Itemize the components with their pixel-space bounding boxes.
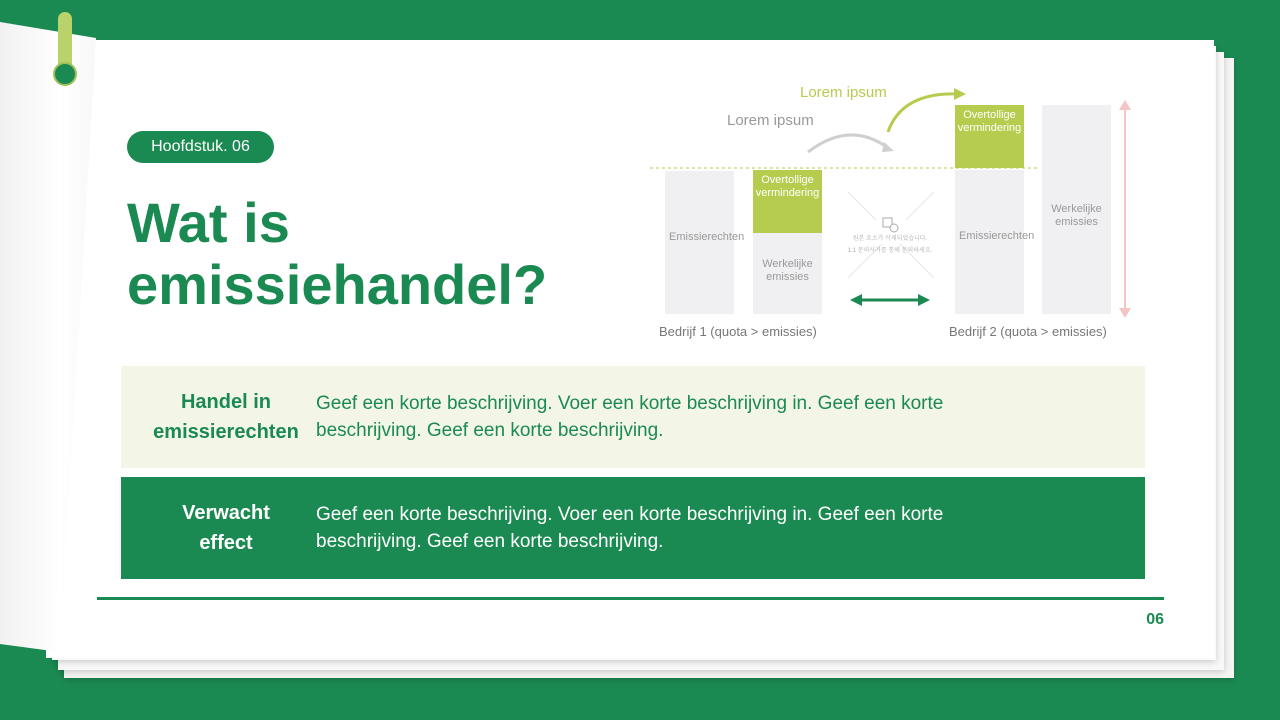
arrow-label-grey: Lorem ipsum [727,112,814,129]
company2-quota-bar: Emissierechten [955,170,1024,314]
placeholder-text-1: 원본 요소가 삭제되었습니다. [852,236,928,242]
double-arrow-left-head [850,294,862,306]
row-emission-trading [121,366,1145,468]
company2-caption: Bedrijf 2 (quota > emissies) [949,324,1107,339]
green-arrow-head [954,88,966,100]
row-description: Geef een korte beschrijving. Voer een korte beschrijving in. Geef een korte beschrijving. Geef een korte beschrijving. [316,504,944,552]
row-expected-effect [121,477,1145,579]
grey-curved-arrow [808,135,888,152]
page-number: 06 [1146,611,1164,628]
company1-actual-bar: Werkelijke emissies [753,233,822,314]
pink-arrow-top [1119,100,1131,110]
grey-arrow-head [882,142,894,152]
company1-reduction-bar: Overtollige vermindering [753,170,822,233]
arrow-label-green: Lorem ipsum [800,84,887,101]
company2-reduction-bar: Overtollige vermindering [955,105,1024,168]
emission-diagram [640,80,1140,350]
pink-arrow-bottom [1119,308,1131,318]
chapter-badge: Hoofdstuk. 06 [127,131,274,163]
footer-divider [97,597,1164,600]
placeholder-text-2: 1:1 문의사거를 통해 문의하세요. [847,248,933,254]
company1-quota-bar: Emissierechten [665,171,734,314]
row-description: Geef een korte beschrijving. Voer een korte beschrijving in. Geef een korte beschrijving. Geef een korte beschrijving. [316,393,944,441]
placeholder-circle-icon [890,224,898,232]
slide-title: Wat is emissiehandel? [127,191,548,316]
pin-icon [53,62,77,86]
green-curved-arrow [888,94,958,132]
company1-caption: Bedrijf 1 (quota > emissies) [659,324,817,339]
double-arrow-right-head [918,294,930,306]
company2-actual-bar: Werkelijke emissies [1042,105,1111,314]
row-label: Verwacht effect [182,502,270,554]
row-label: Handel in emissierechten [153,391,299,443]
